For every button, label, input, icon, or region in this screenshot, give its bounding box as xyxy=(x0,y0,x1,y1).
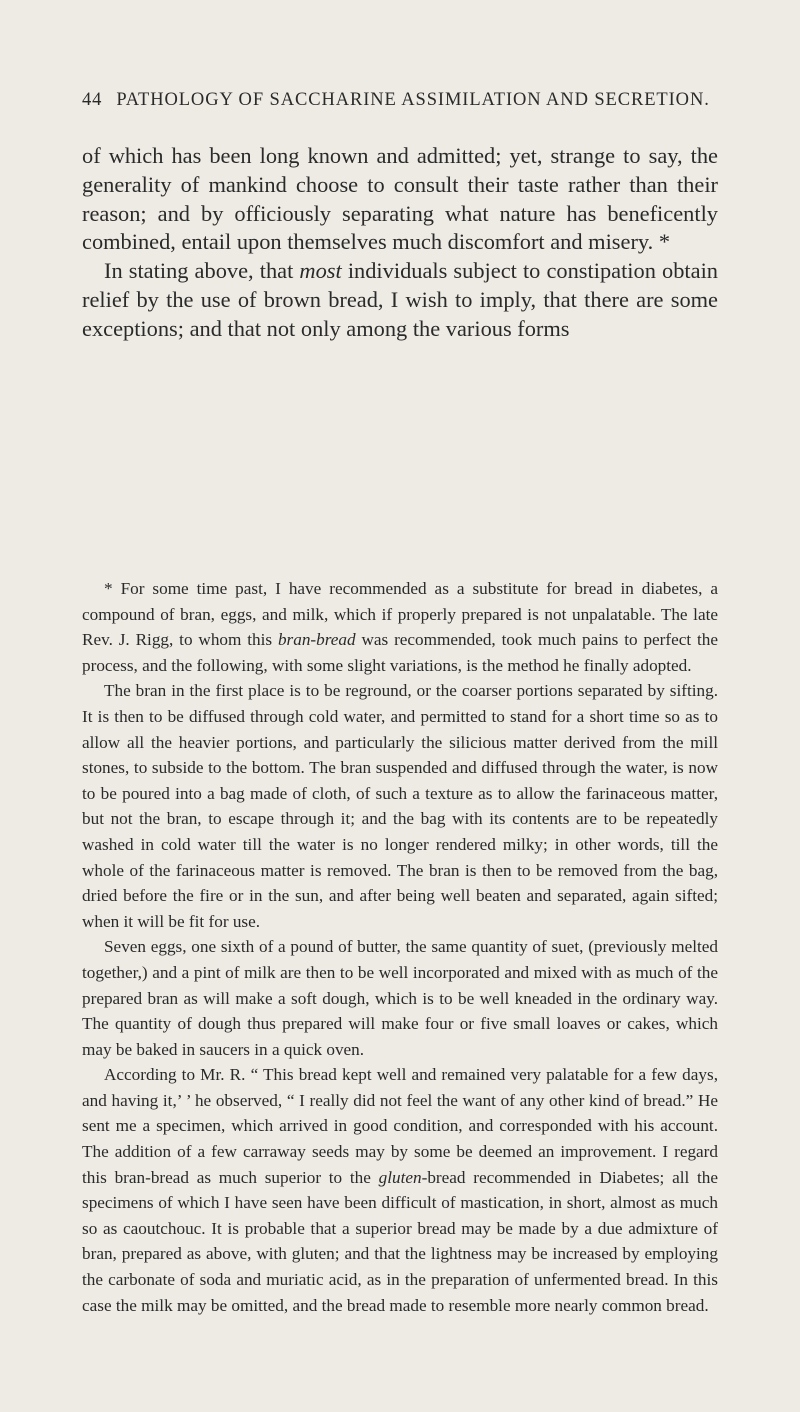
footnote-intro-start: * For some time past, I have recommended as a substitute for bread in diabetes, a compound of bran, eggs, and milk, which if properly prepared is not unpalatable. The late Rev. J. Rigg, to whom this xyxy=(82,579,718,650)
page-number: 44 xyxy=(82,90,103,110)
footnote-intro-end: was recommended, took much pains to perfect the process, and the following, with some slight variations, is the method he finally adopted. xyxy=(82,630,719,675)
paragraph-exceptions-start: In stating above, that xyxy=(104,258,300,284)
running-header xyxy=(82,90,722,111)
footnote xyxy=(82,576,718,1318)
footnote-paragraph-intro xyxy=(82,576,718,678)
paragraph-exceptions-end: individuals subject to constipation obtain relief by the use of brown bread, I wish to imply, that there are some exceptions; and that not only among the various forms xyxy=(82,258,718,341)
footnote-testimony-start: According to Mr. R. “ This bread kept well and remained very palatable for a few days, and having it,’ ’ he observed, “ I really did not feel the want of any other kind of bread.” He sent me a specimen, which arrived in good condition, and corresponded with his account. The addition of a few carraway seeds may by some be deemed an improvement. I regard this bran-bread as much superior to the xyxy=(82,1065,718,1187)
footnote-paragraph-recipe: Seven eggs, one sixth of a pound of butter, the same quantity of suet, (previously melted together,) and a pint of milk are then to be well incorporated and mixed with as much of the prepared bran as will make a soft dough, which is to be well kneaded in the ordinary way. The quantity of dough thus prepared will make four or five small loaves or cakes, which may be baked in saucers in a quick oven. xyxy=(82,937,718,1059)
emphasis-most: most xyxy=(299,258,342,284)
paragraph-continued: of which has been long known and admitted; yet, strange to say, the generality of mankind choose to consult their taste rather than their reason; and by officiously separating what nature has beneficently combined, entail upon themselves much discomfort and misery. * xyxy=(82,143,718,255)
footnote-paragraph-bran-process: The bran in the first place is to be reground, or the coarser portions separated by sifting. It is then to be diffused through cold water, and permitted to stand for a short time so as to allow all the heavier portions, and particularly the silicious matter derived from the mill stones, to subside to the bottom. The bran suspended and diffused through the water, is now to be poured into a bag made of cloth, of such a texture as to allow the farinaceous matter, but not the bran, to escape through it; and the bag with its contents are to be repeatedly washed in cold water till the water is no longer rendered milky; in other words, till the whole of the farinaceous matter is removed. The bran is then to be removed from the bag, dried before the fire or in the sun, and after being well beaten and separated, again sifted; when it will be fit for use. xyxy=(82,681,718,931)
running-title: PATHOLOGY OF SACCHARINE ASSIMILATION AND SECRETION. xyxy=(116,90,710,110)
emphasis-gluten: gluten xyxy=(378,1167,422,1187)
footnote-paragraph-testimony xyxy=(82,1062,718,1318)
main-text xyxy=(82,142,718,344)
emphasis-bran-bread: bran-bread xyxy=(277,630,356,650)
footnote-testimony-end: -bread recommended in Diabetes; all the specimens of which I have seen have been difficult of mastication, in short, almost as much so as caoutchouc. It is probable that a superior bread may be made by a due admixture of bran, prepared as above, with gluten; and that the lightness may be increased by employing the carbonate of soda and muriatic acid, as in the preparation of unfermented bread. In this case the milk may be omitted, and the bread made to resemble more nearly common bread. xyxy=(82,1167,718,1315)
paragraph-exceptions xyxy=(82,257,718,343)
